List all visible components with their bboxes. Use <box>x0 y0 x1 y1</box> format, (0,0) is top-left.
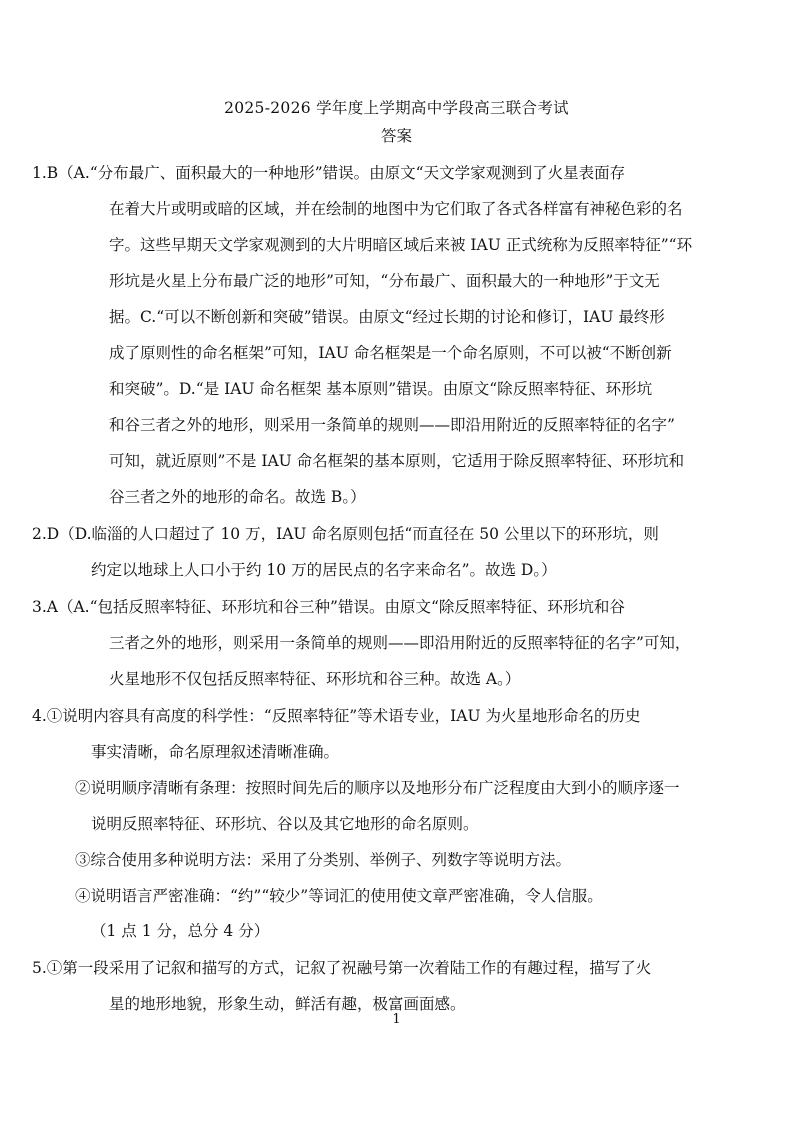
document-title: 2025-2026 学年度上学期高中学段高三联合考试 <box>224 99 569 117</box>
answer-2-line: 约定以地球上人口小于约 10 万的居民点的名字来命名”。故选 D。） <box>91 561 557 579</box>
answer-1-line: 可知，就近原则”不是 IAU 命名框架的基本原则，它适用于除反照率特征、环形坑和 <box>109 452 685 470</box>
answer-4-line: ②说明顺序清晰有条理：按照时间先后的顺序以及地形分布广泛程度由大到小的顺序逐一 <box>75 779 680 797</box>
answer-4-line: 4.①说明内容具有高度的科学性：“反照率特征”等术语专业，IAU 为火星地形命名的历史 <box>32 707 641 725</box>
answer-1-line: 在着大片或明或暗的区域，并在绘制的地图中为它们取了各式各样富有神秘色彩的名 <box>109 200 683 218</box>
answer-5-line: 5.①第一段采用了记叙和描写的方式，记叙了祝融号第一次着陆工作的有趣过程，描写了火 <box>32 959 652 977</box>
document-subtitle: 答案 <box>380 127 412 145</box>
answer-1-line: 字。这些早期天文学家观测到的大片明暗区域后来被 IAU 正式统称为反照率特征”“环 <box>109 236 693 254</box>
answer-4-score-note: （1 点 1 分，总分 4 分） <box>91 922 270 940</box>
page-number: 1 <box>392 1012 401 1027</box>
answer-1-line: 成了原则性的命名框架”可知，IAU 命名框架是一个命名原则，不可以被“不断创新 <box>109 344 672 362</box>
answer-1-line: 和突破”。D.“是 IAU 命名框架 基本原则”错误。由原文“除反照率特征、环形坑 <box>109 380 653 398</box>
answer-4-line: ④说明语言严密准确：“约”“较少”等词汇的使用使文章严密准确，令人信服。 <box>75 887 603 905</box>
answer-1-line: 和谷三者之外的地形，则采用一条简单的规则——即沿用附近的反照率特征的名字” <box>109 416 675 434</box>
answer-2-line: 2.D（D.临淄的人口超过了 10 万，IAU 命名原则包括“而直径在 50 公里以下的环形坑，则 <box>32 525 659 543</box>
answer-5-line: 星的地形地貌，形象生动，鲜活有趣，极富画面感。 <box>109 995 466 1013</box>
answer-1-line: 1.B（A.“分布最广、面积最大的一种地形”错误。由原文“天文学家观测到了火星表面存 <box>32 164 626 182</box>
answer-1-line: 谷三者之外的地形的命名。故选 B。） <box>109 488 366 506</box>
answer-1-line: 据。C.“可以不断创新和突破”错误。由原文“经过长期的讨论和修订，IAU 最终形 <box>109 308 665 326</box>
answer-4-line: 事实清晰，命名原理叙述清晰准确。 <box>91 743 340 761</box>
answer-3-line: 火星地形不仅包括反照率特征、环形坑和谷三种。故选 A。） <box>109 670 521 688</box>
answer-4-line: ③综合使用多种说明方法：采用了分类别、举例子、列数字等说明方法。 <box>75 851 572 869</box>
answer-4-line: 说明反照率特征、环形坑、谷以及其它地形的命名原则。 <box>91 815 479 833</box>
answer-3-line: 三者之外的地形，则采用一条简单的规则——即沿用附近的反照率特征的名字”可知， <box>109 634 691 652</box>
answer-1-line: 形坑是火星上分布最广泛的地形”可知，“分布最广、面积最大的一种地形”于文无 <box>109 272 660 290</box>
answer-3-line: 3.A（A.“包括反照率特征、环形坑和谷三种”错误。由原文“除反照率特征、环形坑和谷 <box>32 598 625 616</box>
